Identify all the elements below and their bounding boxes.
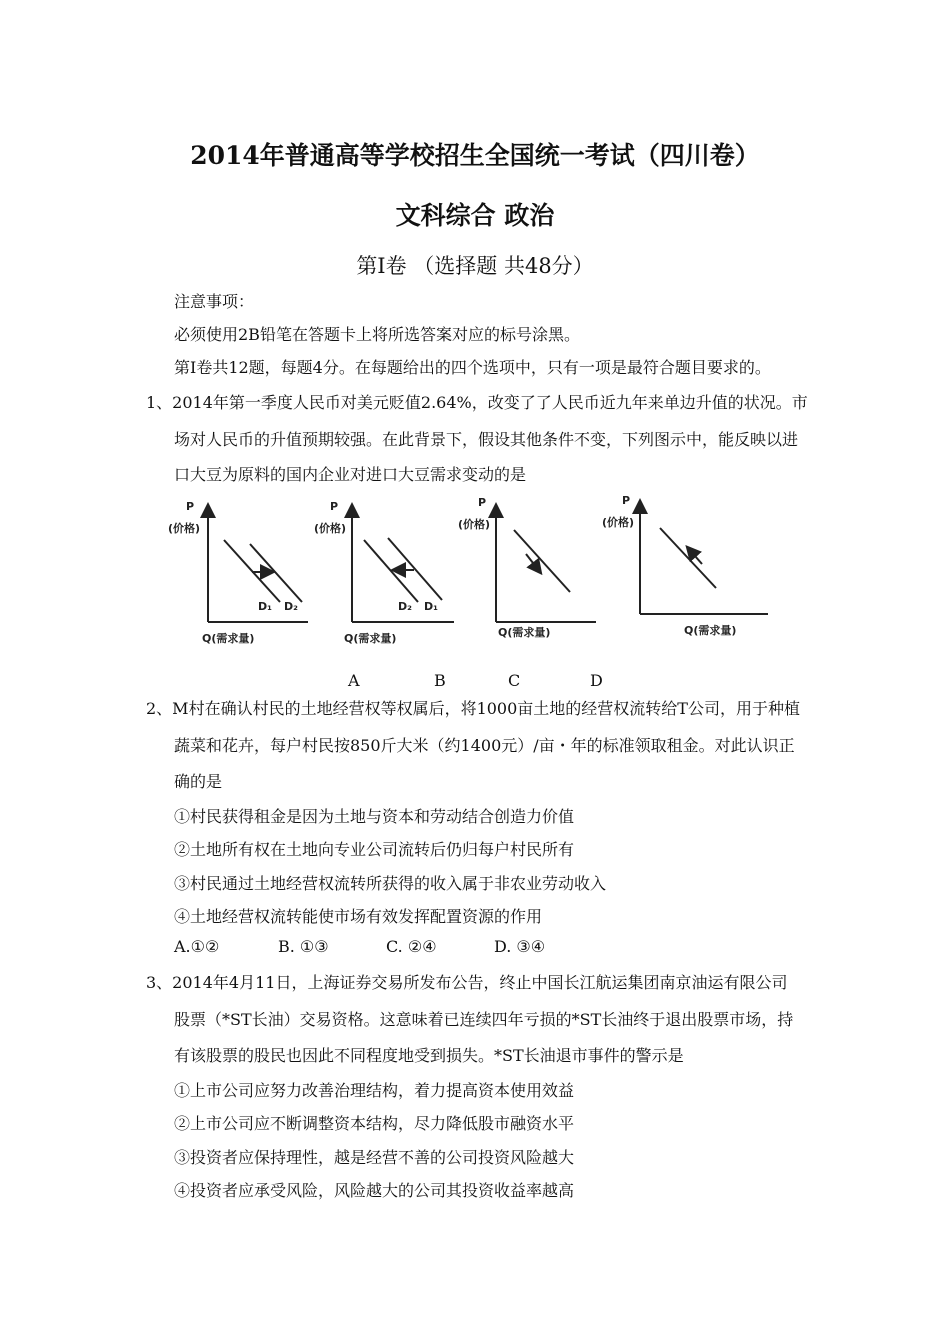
notes-heading: 注意事项： — [174, 292, 255, 311]
q3-item-2: ②上市公司应不断调整资本结构，尽力降低股市融资水平 — [174, 1114, 575, 1133]
q2-item-1: ①村民获得租金是因为土地与资本和劳动结合创造力价值 — [174, 807, 575, 826]
option-c-label: C — [508, 671, 521, 690]
q2-line-1: 2、M村在确认村民的土地经营权等权属后，将1000亩土地的经营权流转给T公司，用于种植 — [146, 699, 800, 718]
graph-d — [602, 492, 778, 650]
option-b-label: B — [434, 671, 446, 690]
curve-label-1: D₂ — [398, 600, 412, 613]
axis-p-label: P — [330, 500, 339, 513]
notes-line-2: 第Ⅰ卷共12题，每题4分。在每题给出的四个选项中，只有一项是最符合题目要求的。 — [174, 358, 771, 377]
q2-line-3: 确的是 — [174, 772, 223, 791]
option-d-label: D — [590, 671, 603, 690]
q2-item-2: ②土地所有权在土地向专业公司流转后仍归每户村民所有 — [174, 840, 575, 859]
q3-item-3: ③投资者应保持理性，越是经营不善的公司投资风险越大 — [174, 1148, 575, 1167]
axis-price-label: (价格) — [458, 518, 491, 531]
q2-choice-b: B. ①③ — [278, 937, 329, 956]
q1-line-3: 口大豆为原料的国内企业对进口大豆需求变动的是 — [174, 465, 527, 484]
axis-price-label: (价格) — [314, 522, 347, 535]
graph-c — [456, 492, 606, 650]
exam-title: 2014年普通高等学校招生全国统一考试（四川卷） — [190, 141, 760, 170]
q1-line-1: 1、2014年第一季度人民币对美元贬值2.64%，改变了了人民币近九年来单边升值的状况。市 — [146, 393, 808, 412]
q2-choices — [174, 937, 545, 956]
graph-a — [168, 492, 318, 650]
exam-subtitle: 文科综合 政治 — [395, 201, 555, 230]
q3-item-4: ④投资者应承受风险，风险越大的公司其投资收益率越高 — [174, 1181, 575, 1200]
axis-q-label: Q(需求量) — [684, 624, 737, 637]
axis-p-label: P — [186, 500, 195, 513]
q3-line-2: 股票（*ST长油）交易资格。这意味着已连续四年亏损的*ST长油终于退出股票市场，持 — [174, 1010, 794, 1029]
q1-line-2: 场对人民币的升值预期较强。在此背景下，假设其他条件不变，下列图示中，能反映以进 — [174, 430, 799, 449]
q3-item-1: ①上市公司应努力改善治理结构，着力提高资本使用效益 — [174, 1081, 575, 1100]
axis-price-label: (价格) — [602, 516, 635, 529]
notes-line-1: 必须使用2B铅笔在答题卡上将所选答案对应的标号涂黑。 — [174, 325, 580, 344]
q2-choice-d: D. ③④ — [494, 937, 546, 956]
demand-curve — [660, 528, 716, 588]
q3-line-1: 3、2014年4月11日，上海证券交易所发布公告，终止中国长江航运集团南京油运有限公司 — [146, 973, 788, 992]
axis-q-label: Q(需求量) — [202, 632, 255, 645]
axis-q-label: Q(需求量) — [344, 632, 397, 645]
axis-price-label: (价格) — [168, 522, 201, 535]
curve-label-1: D₁ — [258, 600, 272, 613]
option-a-label: A — [348, 671, 360, 690]
q2-item-4: ④土地经营权流转能使市场有效发挥配置资源的作用 — [174, 907, 543, 926]
q2-item-3: ③村民通过土地经营权流转所获得的收入属于非农业劳动收入 — [174, 874, 607, 893]
axis-q-label: Q(需求量) — [498, 626, 551, 639]
q3-line-3: 有该股票的股民也因此不同程度地受到损失。*ST长油退市事件的警示是 — [174, 1046, 684, 1065]
axis-p-label: P — [478, 496, 487, 509]
curve-label-2: D₂ — [284, 600, 298, 613]
graph-b — [314, 492, 464, 650]
section-title: 第Ⅰ卷 （选择题 共48分） — [356, 254, 594, 278]
demand-curve — [514, 530, 570, 592]
axis-p-label: P — [622, 494, 631, 507]
curve-label-2: D₁ — [424, 600, 438, 613]
q2-line-2: 蔬菜和花卉，每户村民按850斤大米（约1400元）/亩・年的标准领取租金。对此认识正 — [174, 736, 795, 755]
q2-choice-a: A.①② — [174, 937, 220, 956]
q2-choice-c: C. ②④ — [386, 937, 437, 956]
